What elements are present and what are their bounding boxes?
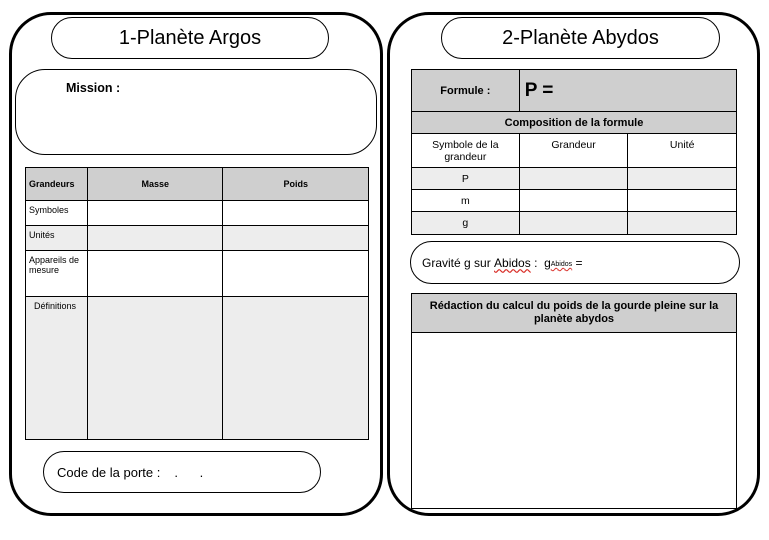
col-unite: Unité (628, 134, 737, 168)
col-symbole: Symbole de la grandeur (412, 134, 520, 168)
table-row (412, 212, 737, 235)
table-row (26, 251, 369, 297)
gravity-middle: : g (530, 255, 551, 270)
gravity-planet: Abidos (494, 255, 531, 270)
header-poids: Poids (223, 168, 369, 201)
composition-header-row (412, 112, 737, 134)
poids-definition-cell[interactable] (223, 297, 369, 440)
quantities-table (25, 167, 369, 440)
formula-value[interactable]: P = (519, 70, 736, 112)
row-label-unites: Unités (26, 226, 88, 251)
argos-title: 1-Planète Argos (118, 26, 262, 49)
argos-title-pill (51, 17, 329, 59)
door-code-dots: . . (174, 464, 204, 480)
door-code-label: Code de la porte : (57, 464, 161, 480)
poids-appareil-cell[interactable] (223, 251, 369, 297)
gravity-pill[interactable] (410, 241, 740, 284)
mission-box[interactable] (15, 69, 377, 155)
table-row (26, 226, 369, 251)
formula-row (412, 70, 737, 112)
poids-symbole-cell[interactable] (223, 201, 369, 226)
formula-table (411, 69, 737, 235)
row-label-appareils: Appareils de mesure (26, 251, 88, 297)
gravity-prefix: Gravité g sur (422, 255, 495, 270)
row-label-symboles: Symboles (26, 201, 88, 226)
masse-unite-cell[interactable] (87, 226, 223, 251)
composition-header: Composition de la formule (412, 112, 737, 134)
poids-unite-cell[interactable] (223, 226, 369, 251)
table-row (412, 168, 737, 190)
gravity-suffix: = (572, 255, 583, 270)
masse-symbole-cell[interactable] (87, 201, 223, 226)
symbol-m: m (412, 190, 520, 212)
g-unite-cell[interactable] (628, 212, 737, 235)
symbol-p: P (412, 168, 520, 190)
table-row (26, 201, 369, 226)
m-grandeur-cell[interactable] (519, 190, 628, 212)
mission-label: Mission : (66, 81, 121, 95)
calculation-box[interactable] (411, 293, 737, 509)
p-grandeur-cell[interactable] (519, 168, 628, 190)
header-grandeurs: Grandeurs (26, 168, 88, 201)
calc-header: Rédaction du calcul du poids de la gourde pleine sur la planète abydos (412, 294, 736, 333)
abydos-title-pill (441, 17, 720, 59)
columns-row (412, 134, 737, 168)
table-header-row (26, 168, 369, 201)
formula-label: Formule : (412, 70, 520, 112)
p-unite-cell[interactable] (628, 168, 737, 190)
gravity-sub: Abidos (550, 261, 573, 268)
door-code-pill[interactable] (43, 451, 321, 493)
g-grandeur-cell[interactable] (519, 212, 628, 235)
abydos-title: 2-Planète Abydos (502, 26, 659, 49)
table-row (412, 190, 737, 212)
masse-appareil-cell[interactable] (87, 251, 223, 297)
col-grandeur: Grandeur (519, 134, 628, 168)
m-unite-cell[interactable] (628, 190, 737, 212)
masse-definition-cell[interactable] (87, 297, 223, 440)
symbol-g: g (412, 212, 520, 235)
row-label-definitions: Définitions (26, 297, 88, 440)
table-row (26, 297, 369, 440)
header-masse: Masse (87, 168, 223, 201)
